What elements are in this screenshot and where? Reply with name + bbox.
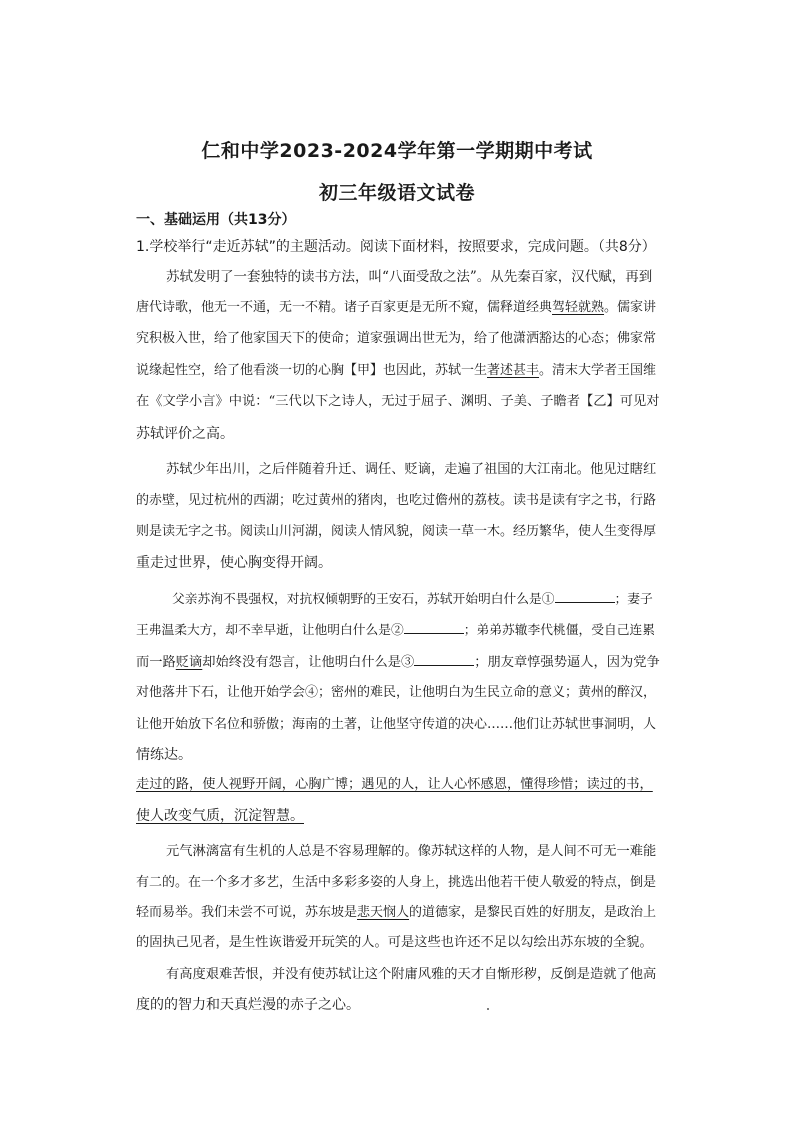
text-span: 轻而易举。我们未尝不可说，苏东坡是: [136, 905, 358, 920]
text-span: ；弟弟苏辙李代桃僵，受自己连累: [463, 623, 655, 638]
para6-line1: 有高度艰难苦恨，并没有使苏轼让这个附庸风雅的天才自惭形秽，反倒是造就了他高: [166, 967, 657, 982]
underlined-phrase: 著述甚丰: [487, 363, 540, 378]
para2-line3: 则是读无字之书。阅读山川河湖，阅读人情风貌，阅读一草一木。经历繁华，使人生变得厚: [136, 524, 657, 539]
para4-line2: 使人改变气质，沉淀智慧。: [136, 808, 304, 824]
para3-line5: 让他开始放下名位和骄傲；海南的土著，让他坚守传道的决心……他们让苏轼世事洞明，人: [136, 717, 657, 732]
para1-line1: 苏轼发明了一套独特的读书方法，叫“八面受敌之法”。从先秦百家，汉代赋，再到: [166, 269, 653, 285]
text-span: 父亲苏洵不畏强权，对抗权倾朝野的王安石，苏轼开始明白什么是①: [172, 592, 555, 607]
text-span: 唐代诗歌，他无一不通，无一不精。诸子百家更是无所不窥，儒释道经典: [136, 300, 553, 315]
para1-line2: [136, 299, 656, 317]
para5-line1: 元气淋漓富有生机的人总是不容易理解的。像苏轼这样的人物，是人间不可无一难能: [166, 844, 657, 859]
text-span: 而一路: [136, 655, 176, 670]
answer-blank-3[interactable]: [414, 652, 474, 666]
text-span: 。儒家讲: [604, 300, 657, 315]
para1-line3: 究积极入世，给了他家国天下的使命；道家强调出世无为，给了他潇洒豁达的心态；佛家常: [136, 331, 657, 346]
text-span: 王弗温柔大方，却不幸早逝，让他明白什么是②: [136, 623, 404, 638]
answer-blank-1[interactable]: [555, 589, 615, 603]
underlined-phrase: 驾轻就熟: [552, 300, 605, 315]
para2-line2: 的赤壁，见过杭州的西湖；吃过黄州的猪肉，也吃过儋州的荔枝。读书是读有字之书，行路: [136, 493, 657, 508]
para5-line3: [136, 904, 656, 922]
text-span: 的道德家，是黎民百姓的好朋友，是政治上: [409, 905, 657, 920]
text-span: ；朋友章惇强势逼人，因为党争: [474, 655, 660, 670]
para1-line6: 苏轼评价之高。: [136, 426, 234, 442]
section-heading: 一、基础运用（共13分）: [136, 212, 296, 228]
scan-speck: [487, 1008, 489, 1010]
para3-line2: [136, 620, 655, 640]
underlined-phrase: 悲天悯人: [357, 905, 410, 920]
question-prompt: 1.学校举行“走近苏轼”的主题活动。阅读下面材料，按照要求，完成问题。（共8分）: [136, 239, 656, 255]
para3-line1: [172, 589, 653, 609]
para3-line4: 对他落井下石，让他开始学会④；密州的难民，让他明白为生民立命的意义；黄州的醉汉，: [136, 685, 657, 700]
para1-line4: [136, 362, 656, 380]
exam-subtitle: 初三年级语文试卷: [318, 182, 475, 204]
para1-line5: 在《文学小言》中说：“三代以下之诗人，无过于屈子、渊明、子美、子瞻者【乙】可见对: [136, 394, 660, 409]
exam-title: 仁和中学2023-2024学年第一学期期中考试: [201, 140, 593, 162]
para3-line6: 情练达。: [136, 747, 192, 763]
text-span: ；妻子: [614, 592, 653, 607]
text-span: 说缘起性空，给了他看淡一切的心胸【甲】也因此，苏轼一生: [136, 363, 488, 378]
para4-line1: 走过的路，使人视野开阔，心胸广博；遇见的人，让人心怀感恩，懂得珍惜；读过的书，: [136, 777, 653, 792]
answer-blank-2[interactable]: [404, 620, 464, 634]
para6-line2: 度的的智力和天真烂漫的赤子之心。: [136, 997, 360, 1013]
para5-line4: 的固执己见者，是生性诙谐爱开玩笑的人。可是这些也许还不足以勾绘出苏东坡的全貌。: [136, 935, 653, 950]
para3-line3: [136, 652, 660, 672]
underlined-phrase: 贬谪: [175, 655, 203, 670]
para2-line4: 重走过世界，使心胸变得开阔。: [136, 555, 332, 571]
para2-line1: 苏轼少年出川，之后伴随着升迁、调任、贬谪，走遍了祖国的大江南北。他见过瞎红: [166, 462, 657, 477]
text-span: 却始终没有怨言，让他明白什么是③: [202, 655, 415, 670]
text-span: 。清末大学者王国维: [539, 363, 657, 378]
para5-line2: 有二的。在一个多才多艺，生活中多彩多姿的人身上，挑选出他若干使人敬爱的特点，倒是: [136, 875, 657, 890]
